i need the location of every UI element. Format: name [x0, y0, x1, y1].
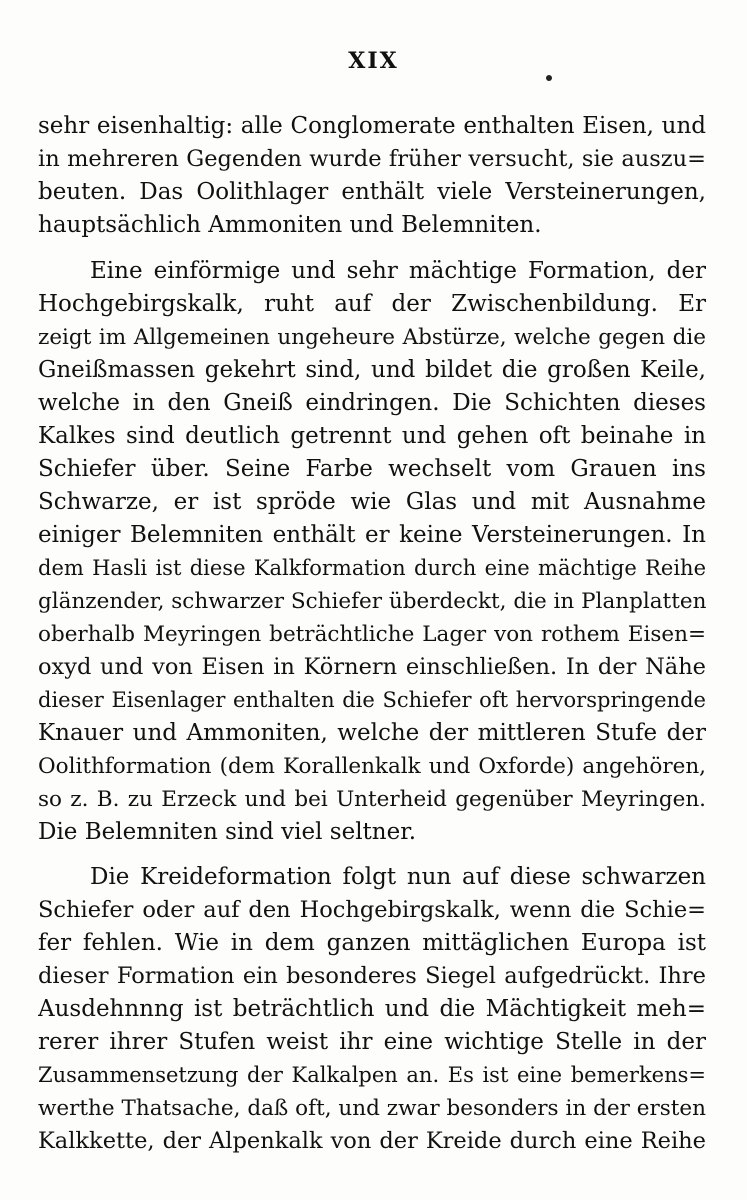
text-line: beuten. Das Oolithlager enthält viele Versteinerungen, — [38, 179, 706, 205]
text-line: Die Belemniten sind viel seltner. — [38, 819, 417, 845]
page-number: XIX — [348, 48, 399, 74]
text-line: zeigt im Allgemeinen ungeheure Abstürze, welche gegen die — [38, 325, 706, 350]
paragraph-1 — [38, 110, 706, 242]
text-line: Schiefer oder auf den Hochgebirgskalk, wenn die Schie= — [38, 897, 706, 923]
text-line: sehr eisenhaltig: alle Conglomerate enthalten Eisen, und — [38, 113, 706, 139]
text-line: Oolithformation (dem Korallenkalk und Oxforde) angehören, — [38, 754, 706, 779]
text-line: dem Hasli ist diese Kalkformation durch eine mächtige Reihe — [38, 556, 706, 580]
text-line: dieser Formation ein besonderes Siegel aufgedrückt. Ihre — [38, 963, 706, 989]
text-line: Kalkes sind deutlich getrennt und gehen oft beinahe in — [38, 423, 706, 449]
text-line: einiger Belemniten enthält er keine Versteinerungen. In — [38, 522, 706, 548]
text-line: Kalkkette, der Alpenkalk von der Kreide durch eine Reihe — [38, 1128, 706, 1154]
text-line: hauptsächlich Ammoniten und Belemniten. — [38, 212, 542, 238]
text-line: Gneißmassen gekehrt sind, und bildet die großen Keile, — [38, 357, 706, 383]
text-line: Schiefer über. Seine Farbe wechselt vom Grauen ins — [38, 456, 706, 482]
ink-speck — [546, 75, 552, 81]
text-line: oberhalb Meyringen beträchtliche Lager von rothem Eisen= — [38, 622, 706, 647]
text-line: Knauer und Ammoniten, welche der mittleren Stufe der — [38, 720, 706, 746]
paragraph-2 — [38, 255, 706, 849]
paragraph-3 — [38, 861, 706, 1158]
text-line: fer fehlen. Wie in dem ganzen mittäglichen Europa ist — [38, 930, 706, 956]
text-line: in mehreren Gegenden wurde früher versucht, sie auszu= — [38, 146, 706, 172]
text-line: Eine einförmige und sehr mächtige Formation, der — [90, 258, 706, 284]
text-line: glänzender, schwarzer Schiefer überdeckt, die in Planplatten — [38, 589, 706, 614]
text-line: dieser Eisenlager enthalten die Schiefer oft hervorspringende — [38, 688, 706, 712]
text-line: rerer ihrer Stufen weist ihr eine wichtige Stelle in der — [38, 1029, 706, 1055]
text-line: so z. B. zu Erzeck und bei Unterheid gegenüber Meyringen. — [38, 787, 706, 812]
text-line: Schwarze, er ist spröde wie Glas und mit Ausnahme — [38, 489, 706, 515]
text-line: Ausdehnnng ist beträchtlich und die Mächtigkeit meh= — [38, 996, 706, 1022]
text-line: Hochgebirgskalk, ruht auf der Zwischenbildung. Er — [38, 291, 706, 317]
text-line: Die Kreideformation folgt nun auf diese schwarzen — [90, 864, 706, 890]
text-line: Zusammensetzung der Kalkalpen an. Es ist eine bemerkens= — [38, 1063, 706, 1087]
text-line: oxyd und von Eisen in Körnern einschließen. In der Nähe — [38, 654, 706, 680]
text-line: werthe Thatsache, daß oft, und zwar besonders in der ersten — [38, 1096, 706, 1121]
text-line: welche in den Gneiß eindringen. Die Schichten dieses — [38, 390, 706, 416]
